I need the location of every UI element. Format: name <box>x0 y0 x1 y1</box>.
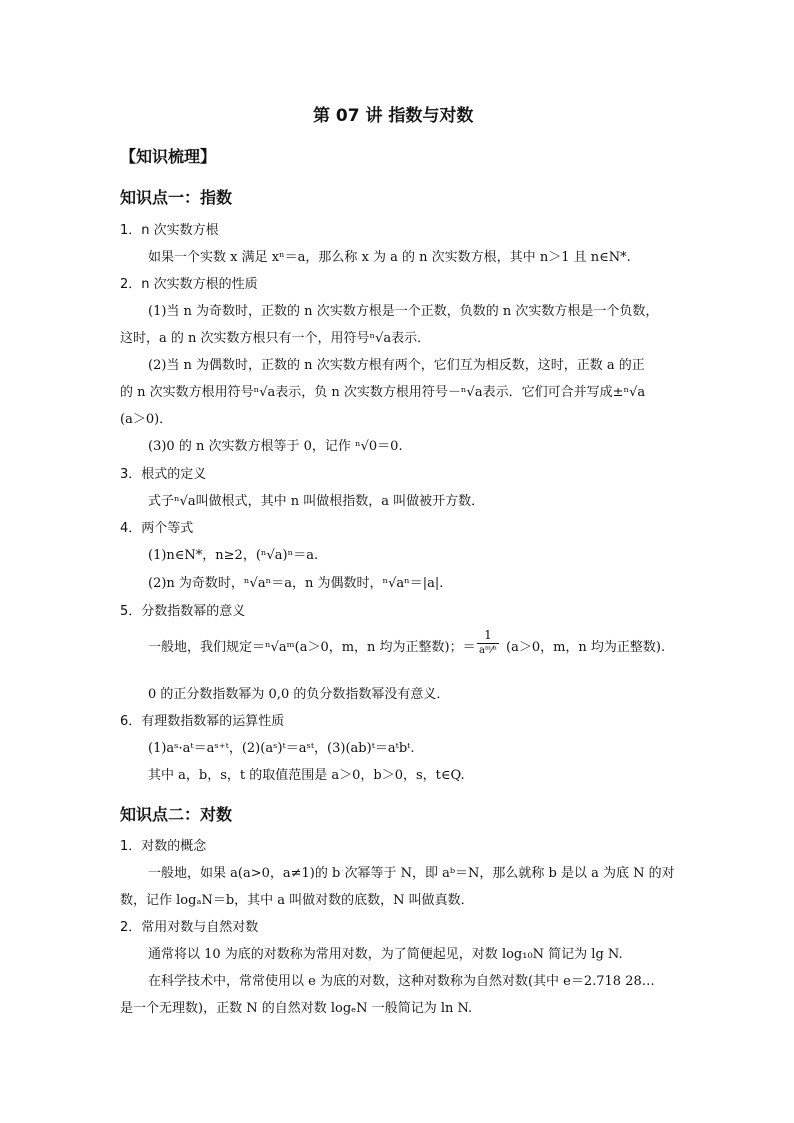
s2-item2-line3: 是一个无理数)，正数 N 的自然对数 logₑN 一般简记为 ln N. <box>120 1001 473 1016</box>
s1-item2-p3-line1: (3)0 的 n 次实数方根等于 0，记作 ⁿ√0＝0. <box>148 439 403 454</box>
s1-item4-label: 4．两个等式 <box>120 521 194 536</box>
s1-item5-line2: 0 的正分数指数幂为 0,0 的负分数指数幂没有意义． <box>148 687 450 702</box>
s1-item1-line1: 如果一个实数 x 满足 xⁿ＝a，那么称 x 为 a 的 n 次实数方根，其中 n＞1 且 n∈N*. <box>148 250 631 265</box>
s1-item2-p2-line1: (2)当 n 为偶数时，正数的 n 次实数方根有两个，它们互为相反数，这时，正数 a 的正 <box>148 358 645 373</box>
section2-heading: 知识点二：对数 <box>120 805 233 824</box>
fraction-denominator: aᵐ⁄ⁿ <box>478 645 498 656</box>
section1-heading: 知识点一：指数 <box>120 188 233 207</box>
s1-item4-line2: (2)n 为奇数时，ⁿ√aⁿ＝a，n 为偶数时，ⁿ√aⁿ＝|a|. <box>148 576 444 591</box>
s2-item1-line2: 数，记作 logₐN＝b，其中 a 叫做对数的底数，N 叫做真数． <box>120 893 474 908</box>
s1-item2-p2-line2: 的 n 次实数方根用符号ⁿ√a表示，负 n 次实数方根用符号－ⁿ√a表示．它们可合并写成±ⁿ√a <box>120 385 646 400</box>
s1-item2-p1-line1: (1)当 n 为奇数时，正数的 n 次实数方根是一个正数，负数的 n 次实数方根是一个负数， <box>148 304 659 319</box>
s1-item5-label: 5．分数指数幂的意义 <box>120 604 246 619</box>
knowledge-summary-heading: 【知识梳理】 <box>120 147 217 166</box>
s1-item2-label: 2．n 次实数方根的性质 <box>120 277 258 292</box>
s2-item1-label: 1．对数的概念 <box>120 839 207 854</box>
s1-item3-label: 3．根式的定义 <box>120 467 207 482</box>
s1-item5-line1: 一般地，我们规定＝ⁿ√aᵐ(a＞0，m，n 均为正整数)；＝ <box>148 640 476 655</box>
s1-item5-fraction <box>475 629 501 657</box>
s2-item1-line1: 一般地，如果 a(a>0，a≠1)的 b 次幂等于 N，即 aᵇ＝N，那么就称 b 是以 a 为底 N 的对 <box>148 866 675 881</box>
s1-item6-label: 6．有理数指数幂的运算性质 <box>120 714 285 729</box>
s1-item2-p2-line3: (a＞0)． <box>120 412 173 427</box>
s1-item4-line1: (1)n∈N*，n≥2，(ⁿ√a)ⁿ＝a. <box>148 548 319 563</box>
s2-item2-label: 2．常用对数与自然对数 <box>120 920 259 935</box>
s1-item2-p1-line2: 这时，a 的 n 次实数方根只有一个，用符号ⁿ√a表示． <box>120 331 431 346</box>
s1-item3-line1: 式子ⁿ√a叫做根式，其中 n 叫做根指数，a 叫做被开方数． <box>148 494 485 509</box>
page-title: 第 07 讲 指数与对数 <box>313 106 474 126</box>
s1-item1-label: 1．n 次实数方根 <box>120 223 219 238</box>
s2-item2-line2: 在科学技术中，常常使用以 e 为底的对数，这种对数称为自然对数(其中 e＝2.718 28… <box>148 974 655 989</box>
s1-item6-line1: (1)aˢ·aᵗ＝aˢ⁺ᵗ，(2)(aˢ)ᵗ＝aˢᵗ，(3)(ab)ᵗ＝aᵗbᵗ. <box>148 741 415 756</box>
s1-item5-line1-tail: (a＞0，m，n 均为正整数). <box>506 640 666 655</box>
fraction-numerator: 1 <box>484 628 492 642</box>
s2-item2-line1: 通常将以 10 为底的对数称为常用对数，为了简便起见，对数 log₁₀N 简记为 lg N. <box>148 947 623 962</box>
s1-item6-line2: 其中 a，b，s，t 的取值范围是 a＞0，b＞0，s，t∈Q. <box>148 768 465 783</box>
